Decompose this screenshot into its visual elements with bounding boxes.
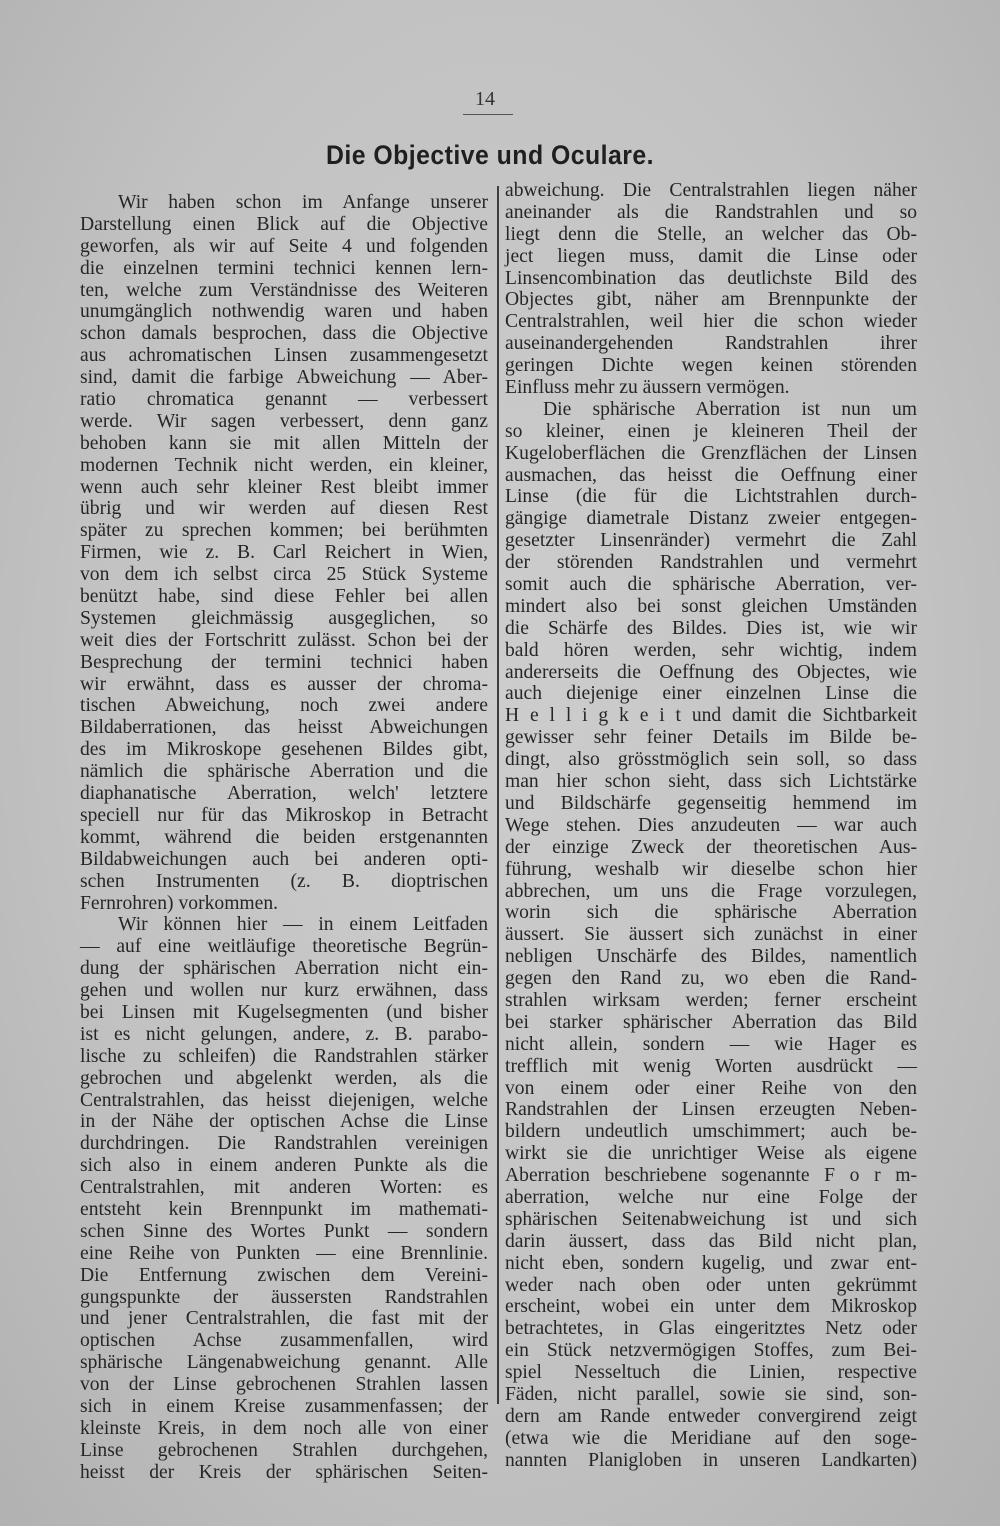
text-line: schen Sinne des Wortes Punkt — sondern	[80, 1220, 488, 1242]
text-line: von dem ich selbst circa 25 Stück Systeme	[80, 564, 488, 586]
text-line: ausmachen, das heisst die Oeffnung einer	[505, 464, 917, 486]
text-line: Darstellung einen Blick auf die Objective	[80, 213, 488, 235]
text-line: andererseits die Oeffnung des Objectes, wie	[505, 661, 917, 683]
text-line: nämlich die sphärische Aberration und die	[80, 761, 488, 783]
text-line: die Schärfe des Bildes. Dies ist, wie wir	[505, 617, 917, 639]
text-line: modernen Technik nicht werden, ein kleiner,	[80, 454, 488, 476]
text-line: bei starker sphärischer Aberration das Bild	[505, 1011, 917, 1033]
text-line: schon damals besprochen, dass die Objective	[80, 323, 488, 345]
text-line: durchdringen. Die Randstrahlen vereinigen	[80, 1133, 488, 1155]
text-line: wir erwähnt, dass es ausser der chroma-	[80, 673, 488, 695]
text-line: H e l l i g k e i t und damit die Sichtbarkeit	[505, 705, 917, 727]
right-text-column	[505, 180, 917, 1472]
text-line: ein Stück netzvermögigen Stoffes, zum Bei-	[505, 1340, 917, 1362]
text-line: Systemen gleichmässig ausgeglichen, so	[80, 607, 488, 629]
text-line: sich also in einem anderen Punkte als die	[80, 1155, 488, 1177]
text-line: sphärischen Seitenabweichung ist und sich	[505, 1208, 917, 1230]
text-line: der störenden Randstrahlen und vermehrt	[505, 552, 917, 574]
text-line: des im Mikroskope gesehenen Bildes gibt,	[80, 739, 488, 761]
text-line: diaphanatische Aberration, welch' letztere	[80, 783, 488, 805]
page-number-rule	[463, 114, 513, 115]
text-line: werde. Wir sagen verbessert, denn ganz	[80, 410, 488, 432]
text-line: aus achromatischen Linsen zusammengesetzt	[80, 345, 488, 367]
text-line: darin äussert, dass das Bild nicht plan,	[505, 1230, 917, 1252]
text-line: lische zu schleifen) die Randstrahlen stärker	[80, 1045, 488, 1067]
text-line: wirkt sie die unrichtiger Weise als eigene	[505, 1143, 917, 1165]
text-line: Die sphärische Aberration ist nun um	[543, 398, 917, 420]
text-line: gegen den Rand zu, wo eben die Rand-	[505, 968, 917, 990]
text-line: Wir können hier — in einem Leitfaden	[118, 914, 488, 936]
text-line: sphärische Längenabweichung genannt. Alle	[80, 1352, 488, 1374]
text-line: führung, weshalb wir dieselbe schon hier	[505, 858, 917, 880]
text-line: geworfen, als wir auf Seite 4 und folgenden	[80, 235, 488, 257]
text-line: gewisser sehr feiner Details im Bilde be-	[505, 727, 917, 749]
text-line: gängige diametrale Distanz zweier entgegen-	[505, 508, 917, 530]
text-line: geringen Dichte wegen keinen störenden	[505, 355, 917, 377]
text-line: auseinandergehenden Randstrahlen ihrer	[505, 333, 917, 355]
text-line: nannten Planigloben in unseren Landkarten)	[505, 1449, 917, 1471]
text-line: wenn auch sehr kleiner Rest bleibt immer	[80, 476, 488, 498]
text-line: schen Instrumenten (z. B. dioptrischen	[80, 870, 488, 892]
text-line: ten, welche zum Verständnisse des Weiteren	[80, 279, 488, 301]
text-line: Die Entfernung zwischen dem Vereini-	[80, 1264, 488, 1286]
text-line: unumgänglich nothwendig waren und haben	[80, 301, 488, 323]
text-line: Centralstrahlen, das heisst diejenigen, welche	[80, 1089, 488, 1111]
text-line: und jener Centralstrahlen, die fast mit der	[80, 1308, 488, 1330]
text-line: tischen Abweichung, noch zwei andere	[80, 695, 488, 717]
text-line: von der Linse gebrochenen Strahlen lassen	[80, 1374, 488, 1396]
text-line: ratio chromatica genannt — verbessert	[80, 389, 488, 411]
text-line: Kugeloberflächen die Grenzflächen der Linsen	[505, 442, 917, 464]
text-line: gebrochen und abgelenkt werden, als die	[80, 1067, 488, 1089]
text-line: bald hören werden, sehr wichtig, indem	[505, 639, 917, 661]
text-line: kleinste Kreis, in dem noch alle von einer	[80, 1417, 488, 1439]
text-line: Linse (die für die Lichtstrahlen durch-	[505, 486, 917, 508]
text-line: dung der sphärischen Aberration nicht ein-	[80, 958, 488, 980]
text-line: speciell nur für das Mikroskop in Betracht	[80, 804, 488, 826]
text-line: man hier schon sieht, dass sich Lichtstärke	[505, 771, 917, 793]
text-line: Linse gebrochenen Strahlen durchgehen,	[80, 1439, 488, 1461]
text-line: aberration, welche nur eine Folge der	[505, 1186, 917, 1208]
text-line: heisst der Kreis der sphärischen Seiten-	[80, 1461, 488, 1483]
text-line: gehen und wollen nur kurz erwähnen, dass	[80, 980, 488, 1002]
text-line: von einem oder einer Reihe von den	[505, 1077, 917, 1099]
text-line: betrachtetes, in Glas eingeritztes Netz oder	[505, 1318, 917, 1340]
text-line: weder nach oben oder unten gekrümmt	[505, 1274, 917, 1296]
text-line: übrig und wir werden auf diesen Rest	[80, 498, 488, 520]
text-line: somit auch die sphärische Aberration, ver-	[505, 574, 917, 596]
text-line: — auf eine weitläufige theoretische Begrün-	[80, 936, 488, 958]
text-line: Objectes gibt, näher am Brennpunkte der	[505, 289, 917, 311]
text-line: bildern undeutlich umschimmert; auch be-	[505, 1121, 917, 1143]
text-line: (etwa wie die Meridiane auf den soge-	[505, 1427, 917, 1449]
text-line: der einzige Zweck der theoretischen Aus-	[505, 836, 917, 858]
text-line: in der Nähe der optischen Achse die Linse	[80, 1111, 488, 1133]
text-line: Besprechung der termini technici haben	[80, 651, 488, 673]
text-line: gesetzter Linsenränder) vermehrt die Zahl	[505, 530, 917, 552]
text-line: mindert also bei sonst gleichen Umständen	[505, 595, 917, 617]
text-line: abbrechen, um uns die Frage vorzulegen,	[505, 880, 917, 902]
text-line: auch diejenige einer einzelnen Linse die	[505, 683, 917, 705]
text-line: gungspunkte der äussersten Randstrahlen	[80, 1286, 488, 1308]
text-line: später zu sprechen kommen; bei berühmten	[80, 520, 488, 542]
text-line: entsteht kein Brennpunkt im mathemati-	[80, 1198, 488, 1220]
text-line: bei Linsen mit Kugelsegmenten (und bisher	[80, 1001, 488, 1023]
column-divider	[497, 186, 499, 1404]
text-line: kommt, während die beiden erstgenannten	[80, 826, 488, 848]
text-line: Fernrohren) vorkommen.	[80, 892, 279, 914]
text-line: sind, damit die farbige Abweichung — Aber-	[80, 367, 488, 389]
text-line: Linsencombination das deutlichste Bild des	[505, 267, 917, 289]
text-line: strahlen wirksam werden; ferner erscheint	[505, 989, 917, 1011]
text-line: Aberration beschriebene sogenannte F o r m-	[505, 1165, 917, 1187]
text-line: so kleiner, einen je kleineren Theil der	[505, 420, 917, 442]
text-line: Wir haben schon im Anfange unserer	[118, 192, 488, 213]
text-line: ject liegen muss, damit die Linse oder	[505, 245, 917, 267]
text-line: Centralstrahlen, mit anderen Worten: es	[80, 1177, 488, 1199]
text-line: weit dies der Fortschritt zulässt. Schon bei der	[80, 629, 488, 651]
text-line: eine Reihe von Punkten — eine Brennlinie.	[80, 1242, 488, 1264]
text-line: optischen Achse zusammenfallen, wird	[80, 1330, 488, 1352]
text-line: ist es nicht gelungen, andere, z. B. parabo-	[80, 1023, 488, 1045]
text-line: Bildabweichungen auch bei anderen opti-	[80, 848, 488, 870]
text-line: Randstrahlen der Linsen erzeugten Neben-	[505, 1099, 917, 1121]
text-line: dingt, also grösstmöglich sein soll, so dass	[505, 749, 917, 771]
text-line: dern am Rande entweder convergirend zeigt	[505, 1405, 917, 1427]
left-text-column	[80, 192, 488, 1484]
text-line: Einfluss mehr zu äussern vermögen.	[505, 377, 790, 399]
text-line: Bildaberrationen, das heisst Abweichungen	[80, 717, 488, 739]
section-heading: Die Objective und Oculare.	[325, 140, 655, 170]
text-line: erscheint, wobei ein unter dem Mikroskop	[505, 1296, 917, 1318]
text-line: die einzelnen termini technici kennen lern-	[80, 257, 488, 279]
text-line: und Bildschärfe gegenseitig hemmend im	[505, 792, 917, 814]
text-line: nicht allein, sondern — wie Hager es	[505, 1033, 917, 1055]
text-line: Firmen, wie z. B. Carl Reichert in Wien,	[80, 542, 488, 564]
text-line: behoben kann sie mit allen Mitteln der	[80, 432, 488, 454]
text-line: sich in einem Kreise zusammenfassen; der	[80, 1395, 488, 1417]
text-line: abweichung. Die Centralstrahlen liegen näher	[505, 180, 917, 201]
text-line: äussert. Sie äussert sich zunächst in einer	[505, 924, 917, 946]
text-line: Wege stehen. Dies anzudeuten — war auch	[505, 814, 917, 836]
text-line: worin sich die sphärische Aberration	[505, 902, 917, 924]
text-line: benützt habe, sind diese Fehler bei allen	[80, 586, 488, 608]
text-line: nebligen Unschärfe des Bildes, namentlich	[505, 946, 917, 968]
text-line: trefflich mit wenig Worten ausdrückt —	[505, 1055, 917, 1077]
text-line: liegt denn die Stelle, an welcher das Ob-	[505, 223, 917, 245]
page-number: 14	[475, 88, 495, 110]
text-line: nicht eben, sondern kugelig, und zwar ent-	[505, 1252, 917, 1274]
text-line: aneinander als die Randstrahlen und so	[505, 201, 917, 223]
text-line: spiel Nesseltuch die Linien, respective	[505, 1362, 917, 1384]
text-line: Centralstrahlen, weil hier die schon wieder	[505, 311, 917, 333]
text-line: Fäden, nicht parallel, sowie sie sind, son-	[505, 1383, 917, 1405]
